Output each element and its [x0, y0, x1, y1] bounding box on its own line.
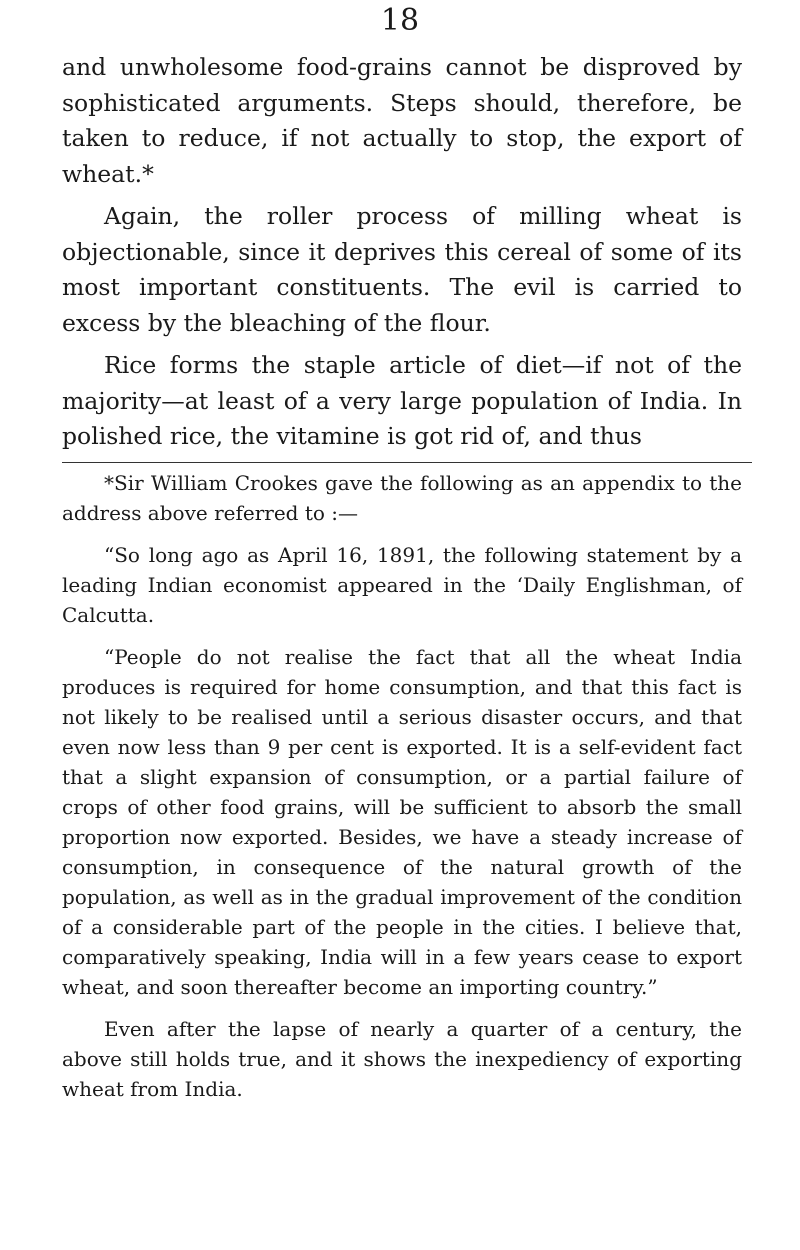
main-text [62, 50, 742, 455]
page-number: 18 [380, 3, 420, 38]
footnote-paragraph: “So long ago as April 16, 1891, the following statement by a leading Indian economist appeared in the ‘Daily Englishman, of Calcutta. [62, 543, 742, 627]
body-paragraph: Rice forms the staple article of diet—if not of the majority—at least of a very large population of India. In polished rice, the vitamine is got rid of, and thus [62, 351, 742, 450]
body-paragraph: and unwholesome food-grains cannot be disproved by sophisticated arguments. Steps should, therefore, be taken to reduce, if not actually to stop, the export of wheat.* [62, 53, 742, 188]
footnote-section [62, 468, 742, 1104]
footnote-paragraph: *Sir William Crookes gave the following as an appendix to the address above referred to :— [62, 471, 742, 525]
footnote-paragraph: “People do not realise the fact that all the wheat India produces is required for home consumption, and that this fact is not likely to be realised until a serious disaster occurs, and that even now less than 9 per cent is exported. It is a self-evident fact that a slight expansion of consumption, or a partial failure of crops of other food grains, will be sufficient to absorb the small proportion now exported. Besides, we have a steady increase of consumption, in consequence of the natural growth of the population, as well as in the gradual improvement of the condition of a considerable part of the people in the cities. I believe that, comparatively speaking, India will in a few years cease to export wheat, and soon thereafter become an importing country.” [62, 645, 742, 999]
footnote-divider [62, 462, 752, 463]
footnote-paragraph: Even after the lapse of nearly a quarter of a century, the above still holds true, and it shows the inexpediency of exporting wheat from India. [62, 1017, 742, 1101]
body-paragraph: Again, the roller process of milling wheat is objectionable, since it deprives this cereal of some of its most important constituents. The evil is carried to excess by the bleaching of the flour. [62, 202, 742, 337]
